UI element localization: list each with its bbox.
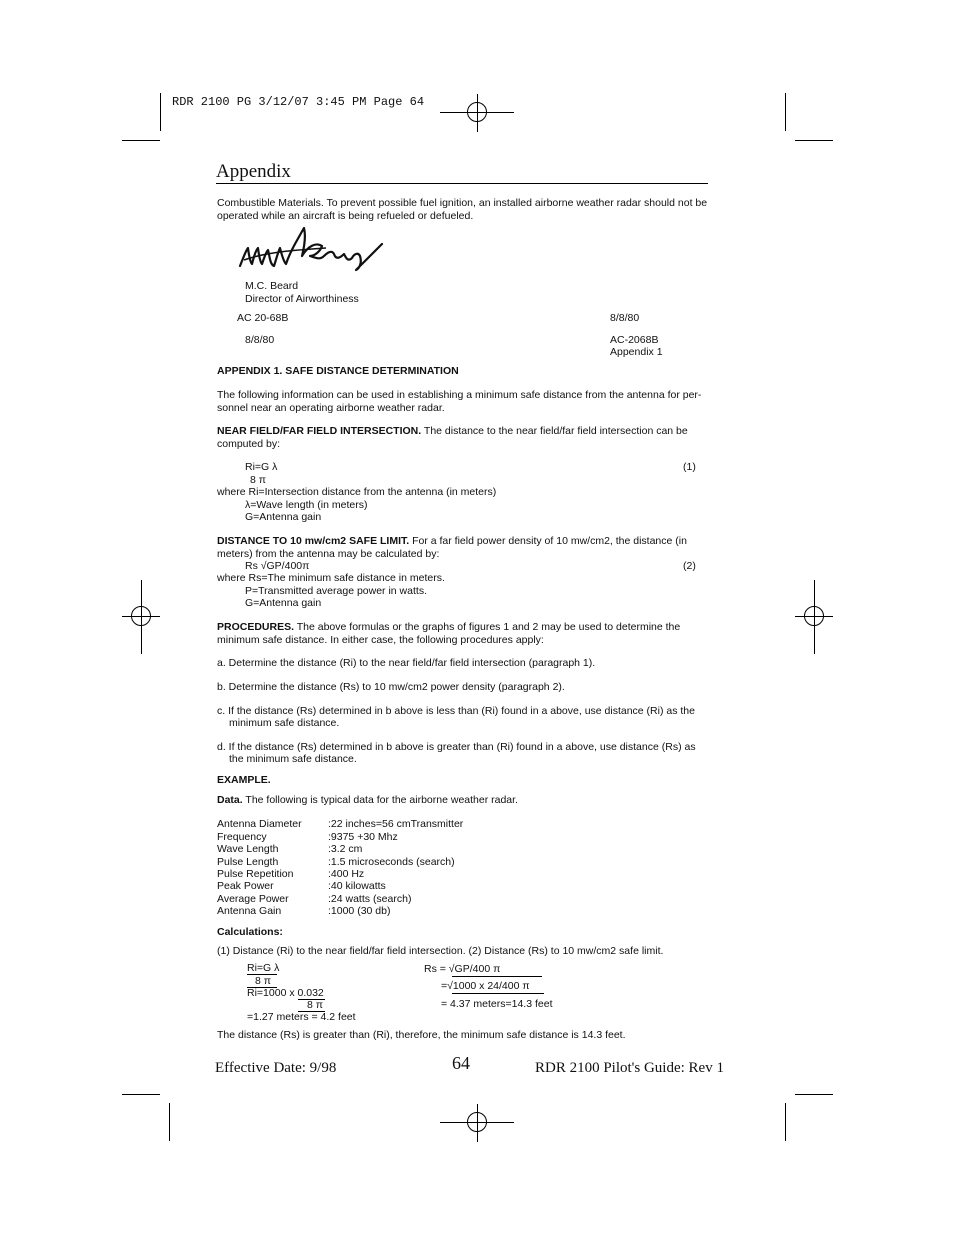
calc1-line3 [247, 987, 324, 1000]
data-value: :3.2 cm [328, 843, 363, 855]
data-value: :9375 +30 Mhz [328, 831, 398, 843]
crop-mark [785, 93, 786, 131]
where-p: P=Transmitted average power in watts. [245, 585, 427, 597]
calculations-heading: Calculations: [217, 926, 283, 938]
procedures-heading: PROCEDURES. [217, 621, 295, 633]
procedures-paragraph [217, 621, 712, 646]
ref-right-2a: AC-2068B [610, 334, 659, 346]
where-rs: where Rs=The minimum safe distance in meters. [217, 572, 445, 584]
equation-number-1: (1) [683, 461, 696, 473]
crop-mark [795, 140, 833, 141]
data-label: Peak Power [217, 880, 274, 892]
calc2-radical-bar [452, 993, 544, 994]
following-paragraph: The following information can be used in establishing a minimum safe distance from the antenna for per-sonnel near an operating airborne weather radar. [217, 389, 702, 414]
formula-1-bottom: 8 π [250, 474, 267, 486]
crop-mark [122, 140, 160, 141]
data-label: Pulse Repetition [217, 868, 294, 880]
title-rule [216, 183, 708, 184]
data-value: :400 Hz [328, 868, 365, 880]
print-slug: RDR 2100 PG 3/12/07 3:45 PM Page 64 [172, 95, 425, 109]
formula-2: Rs √GP/400π [245, 560, 310, 572]
signature [236, 222, 386, 272]
procedure-a: a. Determine the distance (Ri) to the near field/far field intersection (paragraph 1). [217, 657, 596, 669]
crop-mark [169, 1103, 170, 1141]
calculations-intro: (1) Distance (Ri) to the near field/far field intersection. (2) Distance (Rs) to 10 mw/cm2 safe limit. [217, 945, 664, 957]
data-label: Antenna Gain [217, 905, 282, 917]
calc1-line2: 8 π [255, 975, 272, 987]
data-value: :1.5 microseconds (search) [328, 856, 455, 868]
data-label: Frequency [217, 831, 267, 843]
data-label: Average Power [217, 893, 289, 905]
near-field-heading: NEAR FIELD/FAR FIELD INTERSECTION. [217, 425, 422, 437]
calc1-line3-numerator: 0.032 [297, 987, 324, 999]
equation-number-2: (2) [683, 560, 696, 572]
near-field-paragraph [217, 425, 712, 450]
data-value: :1000 (30 db) [328, 905, 391, 917]
procedure-d-line2: the minimum safe distance. [229, 753, 357, 765]
ref-right-1: 8/8/80 [610, 312, 640, 324]
data-label: Wave Length [217, 843, 279, 855]
ref-right-2b: Appendix 1 [610, 346, 663, 358]
data-paragraph [217, 794, 518, 807]
where-ri: where Ri=Intersection distance from the antenna (in meters) [217, 486, 497, 498]
conclusion: The distance (Rs) is greater than (Ri), therefore, the minimum safe distance is 14.3 feet. [217, 1029, 626, 1041]
data-text: The following is typical data for the airborne weather radar. [242, 794, 518, 806]
ref-left-1: AC 20-68B [237, 312, 289, 324]
crop-mark [785, 1103, 786, 1141]
crop-mark [122, 1094, 160, 1095]
crop-mark [160, 93, 161, 131]
data-value: :40 kilowatts [328, 880, 386, 892]
data-value: :22 inches=56 cmTransmitter [328, 818, 464, 830]
calc1-line1: Ri=G λ [247, 962, 280, 974]
data-label: Pulse Length [217, 856, 279, 868]
intro-paragraph: Combustible Materials. To prevent possible fuel ignition, an installed airborne weather radar should not be operated while an aircraft is being refueled or defueled. [217, 197, 708, 222]
procedure-b: b. Determine the distance (Rs) to 10 mw/cm2 power density (paragraph 2). [217, 681, 565, 693]
footer-guide-title: RDR 2100 Pilot's Guide: Rev 1 [535, 1060, 724, 1076]
where-g-2: G=Antenna gain [245, 597, 322, 609]
calc1-line3-prefix: Ri=1000 x [247, 987, 298, 999]
procedure-c-line2: minimum safe distance. [229, 717, 340, 729]
calc2-result: = 4.37 meters=14.3 feet [441, 998, 553, 1010]
crop-mark [795, 1094, 833, 1095]
procedure-c-line1: c. If the distance (Rs) determined in b above is less than (Ri) found in a above, use distance (Ri) as the [217, 705, 695, 717]
calc2-radical-bar [452, 976, 542, 977]
where-g: G=Antenna gain [245, 511, 322, 523]
appendix-heading: APPENDIX 1. SAFE DISTANCE DETERMINATION [217, 365, 459, 377]
distance-text: For a far field power density of 10 mw/cm2, the distance (in meters) from the antenna may be calculated by: [217, 535, 687, 560]
data-heading: Data. [217, 794, 243, 806]
distance-heading: DISTANCE TO 10 mw/cm2 SAFE LIMIT. [217, 535, 410, 547]
page-title: Appendix [216, 161, 291, 182]
page-number: 64 [452, 1053, 470, 1073]
signatory-role: Director of Airworthiness [245, 293, 359, 305]
procedures-text: The above formulas or the graphs of figures 1 and 2 may be used to determine the minimum safe distance. In either case, the following procedures apply: [217, 621, 681, 646]
calc1-line4: 8 π [307, 999, 324, 1011]
where-lambda: λ=Wave length (in meters) [245, 499, 368, 511]
data-value: :24 watts (search) [328, 893, 412, 905]
procedure-d-line1: d. If the distance (Rs) determined in b above is greater than (Ri) found in a above, use distance (Rs) as [217, 741, 696, 753]
near-field-text: The distance to the near field/far field intersection can be computed by: [217, 425, 688, 450]
data-label: Antenna Diameter [217, 818, 302, 830]
calc1-result: =1.27 meters = 4.2 feet [247, 1011, 356, 1023]
ref-left-2: 8/8/80 [245, 334, 275, 346]
formula-1-top: Ri=G λ [245, 461, 278, 473]
calc2-line1: Rs = √GP/400 π [424, 963, 501, 975]
distance-paragraph [217, 535, 712, 560]
example-heading: EXAMPLE. [217, 774, 271, 786]
footer-effective-date: Effective Date: 9/98 [215, 1060, 337, 1076]
signatory-name: M.C. Beard [245, 280, 299, 292]
calc2-line2: =√1000 x 24/400 π [441, 980, 530, 992]
